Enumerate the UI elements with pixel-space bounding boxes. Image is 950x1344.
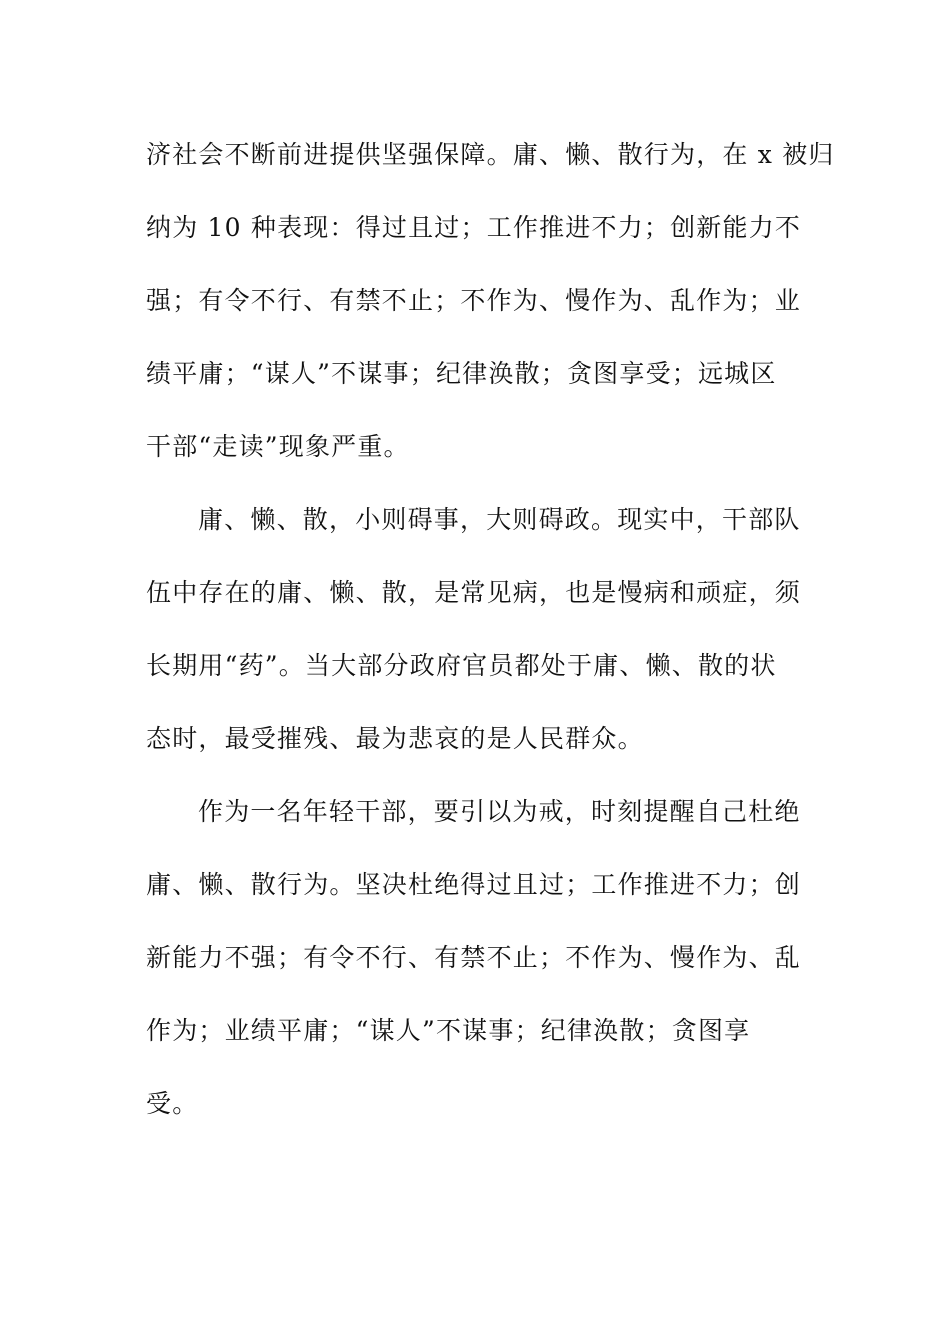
text-line: 作为；业绩平庸；“谋人”不谋事；纪律涣散；贪图享 — [146, 1016, 751, 1045]
text-line: 新能力不强；有令不行、有禁不止；不作为、慢作为、乱 — [146, 943, 802, 972]
text-line: 干部“走读”现象严重。 — [146, 432, 410, 461]
text-line: 庸、懒、散，小则碍事，大则碍政。现实中，干部队 — [198, 505, 801, 534]
text-line: 受。 — [146, 1089, 199, 1118]
document-body — [146, 118, 835, 1140]
text-line: 绩平庸；“谋人”不谋事；纪律涣散；贪图享受；远城区 — [146, 359, 777, 388]
text-line: 长期用“药”。当大部分政府官员都处于庸、懒、散的状 — [146, 651, 777, 680]
text-line: 态时，最受摧残、最为悲哀的是人民群众。 — [146, 724, 644, 753]
text-line: 作为一名年轻干部，要引以为戒，时刻提醒自己杜绝 — [198, 797, 801, 826]
paragraph-3 — [146, 775, 806, 1140]
paragraph-2 — [146, 483, 806, 775]
text-line: 强；有令不行、有禁不止；不作为、慢作为、乱作为；业 — [146, 286, 802, 315]
text-line: 庸、懒、散行为。坚决杜绝得过且过；工作推进不力；创 — [146, 870, 802, 899]
text-line: 伍中存在的庸、懒、散，是常见病，也是慢病和顽症，须 — [146, 578, 802, 607]
text-line: 纳为 10 种表现：得过且过；工作推进不力；创新能力不 — [146, 213, 802, 242]
paragraph-1 — [146, 118, 835, 483]
text-line: 济社会不断前进提供坚强保障。庸、懒、散行为，在 x 被归 — [146, 140, 835, 169]
